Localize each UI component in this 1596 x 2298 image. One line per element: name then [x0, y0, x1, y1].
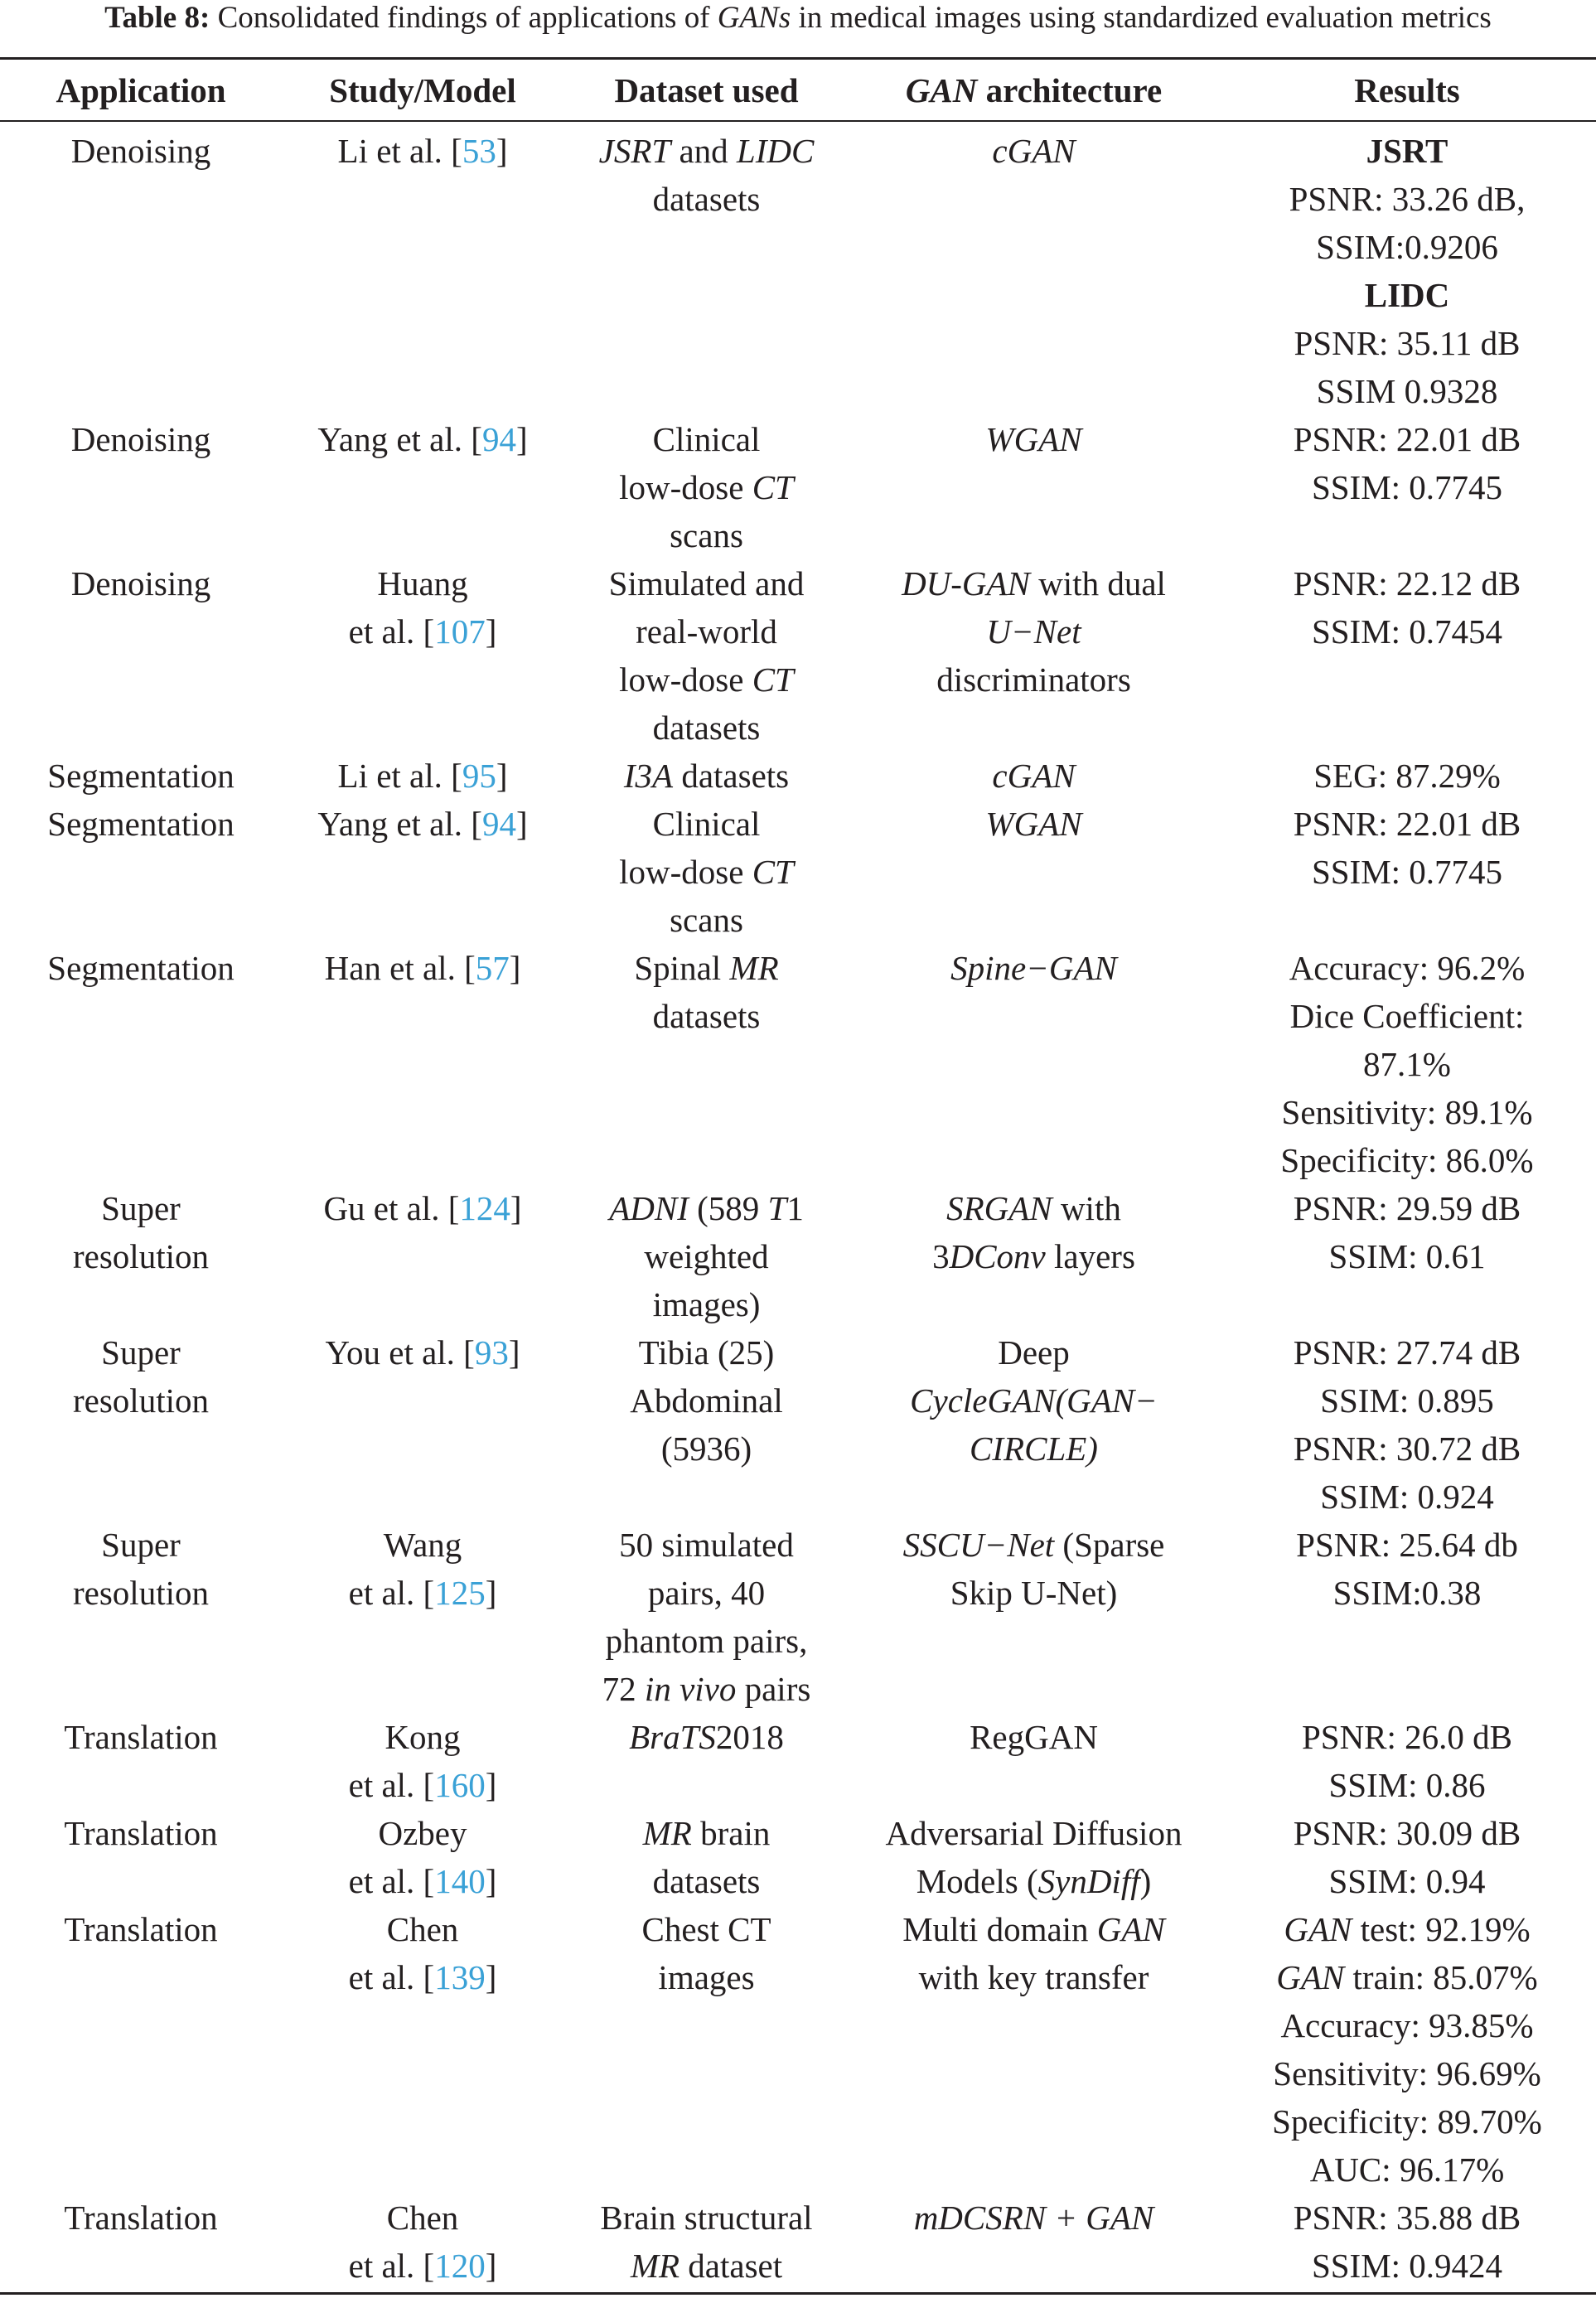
dataset-cell: Tibia (25) Abdominal (5936)	[630, 1333, 783, 1468]
architecture-cell: WGAN	[985, 420, 1082, 458]
architecture-cell: mDCSRN + GAN	[913, 2199, 1154, 2237]
architecture-cell: SSCU−Net (Sparse Skip U-Net)	[902, 1526, 1165, 1612]
table-row	[0, 944, 1596, 1184]
caption-gans: GANs	[717, 1, 791, 35]
table-row	[0, 1328, 1596, 1521]
study-cell: Li et al. [95]	[337, 757, 508, 795]
header-gan-architecture	[849, 66, 1218, 114]
application-cell: Translation	[64, 1718, 218, 1756]
table-row	[0, 559, 1596, 752]
citation-link[interactable]: 95	[462, 757, 496, 795]
caption-text: Consolidated findings of applications of	[217, 1, 710, 35]
dataset-cell: Clinical low-dose CT scans	[619, 805, 794, 939]
table-row	[0, 415, 1596, 559]
study-cell: You et al. [93]	[325, 1333, 520, 1372]
table-row	[0, 2194, 1596, 2290]
architecture-cell: Adversarial Diffusion Models (SynDiff)	[885, 1814, 1182, 1900]
table-row	[0, 1905, 1596, 2194]
application-cell: Super resolution	[73, 1333, 209, 1420]
architecture-cell: cGAN	[992, 757, 1076, 795]
table-row	[0, 1521, 1596, 1713]
table-row	[0, 752, 1596, 800]
application-cell: Denoising	[70, 420, 211, 458]
study-cell: Chen et al. [139]	[348, 1910, 497, 1996]
results-cell: SEG: 87.29%	[1313, 757, 1501, 795]
table-row	[0, 800, 1596, 944]
caption-label: Table 8:	[104, 1, 210, 35]
results-cell: GAN test: 92.19% GAN train: 85.07% Accuracy: 93.85% Sensitivity: 96.69% Specificity: 89.70% AUC: 96.17%	[1272, 1910, 1542, 2189]
citation-link[interactable]: 139	[434, 1958, 486, 1996]
table-row	[0, 127, 1596, 415]
top-rule	[0, 57, 1596, 60]
study-cell: Wang et al. [125]	[348, 1526, 497, 1612]
dataset-cell: Spinal MR datasets	[634, 949, 779, 1035]
application-cell: Denoising	[70, 132, 211, 170]
application-cell: Translation	[64, 2199, 218, 2237]
study-cell: Yang et al. [94]	[317, 420, 528, 458]
study-cell: Ozbey et al. [140]	[348, 1814, 497, 1900]
dataset-cell: 50 simulated pairs, 40 phantom pairs, 72 in vivo pairs	[602, 1526, 811, 1708]
dataset-cell: I3A datasets	[623, 757, 790, 795]
study-cell: Huang et al. [107]	[348, 564, 497, 651]
study-cell: Gu et al. [124]	[323, 1189, 522, 1227]
table-row	[0, 1809, 1596, 1905]
study-cell: Han et al. [57]	[324, 949, 521, 987]
study-cell: Yang et al. [94]	[317, 805, 528, 843]
study-cell: Li et al. [53]	[337, 132, 508, 170]
results-cell: PSNR: 26.0 dB SSIM: 0.86	[1301, 1718, 1513, 1804]
architecture-cell: RegGAN	[970, 1718, 1098, 1756]
citation-link[interactable]: 120	[434, 2247, 486, 2285]
table-row	[0, 1184, 1596, 1328]
results-cell: PSNR: 30.09 dB SSIM: 0.94	[1293, 1814, 1521, 1900]
dataset-cell: Chest CT images	[641, 1910, 771, 1996]
results-cell: PSNR: 29.59 dB SSIM: 0.61	[1293, 1189, 1521, 1275]
citation-link[interactable]: 93	[474, 1333, 509, 1372]
citation-link[interactable]: 160	[434, 1766, 486, 1804]
dataset-cell: Brain structural MR dataset	[600, 2199, 813, 2285]
application-cell: Translation	[64, 1910, 218, 1948]
bottom-rule	[0, 2292, 1596, 2295]
results-cell: PSNR: 25.64 db SSIM:0.38	[1296, 1526, 1518, 1612]
results-cell: PSNR: 22.12 dB SSIM: 0.7454	[1293, 564, 1521, 651]
results-cell: PSNR: 35.88 dB SSIM: 0.9424	[1293, 2199, 1521, 2285]
citation-link[interactable]: 94	[481, 420, 516, 458]
dataset-cell: BraTS2018	[629, 1718, 784, 1756]
architecture-cell: DU-GAN with dual U−Net discriminators	[902, 564, 1166, 699]
header-gan-word: GAN	[905, 71, 978, 109]
table-row	[0, 1713, 1596, 1809]
dataset-cell: Simulated and real-world low-dose CT datasets	[608, 564, 805, 747]
results-cell: JSRT PSNR: 33.26 dB, SSIM:0.9206 LIDC PSNR: 35.11 dB SSIM 0.9328	[1289, 132, 1526, 410]
citation-link[interactable]: 107	[434, 612, 486, 651]
application-cell: Super resolution	[73, 1189, 209, 1275]
architecture-cell: Spine−GAN	[950, 949, 1117, 987]
application-cell: Denoising	[70, 564, 211, 602]
architecture-cell: Multi domain GAN with key transfer	[902, 1910, 1165, 1996]
header-results: Results	[1354, 71, 1460, 109]
application-cell: Super resolution	[73, 1526, 209, 1612]
study-cell: Kong et al. [160]	[348, 1718, 497, 1804]
header-architecture-word: architecture	[985, 71, 1163, 109]
results-cell: PSNR: 22.01 dB SSIM: 0.7745	[1293, 420, 1521, 506]
citation-link[interactable]: 124	[459, 1189, 510, 1227]
architecture-cell: Deep CycleGAN(GAN− CIRCLE)	[910, 1333, 1158, 1468]
results-cell: PSNR: 27.74 dB SSIM: 0.895 PSNR: 30.72 dB SSIM: 0.924	[1293, 1333, 1521, 1516]
citation-link[interactable]: 125	[434, 1574, 486, 1612]
citation-link[interactable]: 57	[475, 949, 510, 987]
architecture-cell: WGAN	[985, 805, 1082, 843]
application-cell: Segmentation	[47, 949, 235, 987]
architecture-cell: SRGAN with 3DConv layers	[932, 1189, 1135, 1275]
table-caption	[0, 0, 1596, 36]
application-cell: Segmentation	[47, 757, 235, 795]
architecture-cell: cGAN	[992, 132, 1076, 170]
application-cell: Segmentation	[47, 805, 235, 843]
header-application: Application	[56, 71, 226, 109]
header-study-model: Study/Model	[329, 71, 516, 109]
header-dataset-used: Dataset used	[614, 71, 799, 109]
header-rule	[0, 120, 1596, 122]
caption-text-end: in medical images using standardized evaluation metrics	[798, 1, 1492, 35]
citation-link[interactable]: 94	[481, 805, 516, 843]
dataset-cell: JSRT and LIDC datasets	[598, 132, 815, 218]
study-cell: Chen et al. [120]	[348, 2199, 497, 2285]
application-cell: Translation	[64, 1814, 218, 1852]
dataset-cell: Clinical low-dose CT scans	[619, 420, 794, 554]
dataset-cell: MR brain datasets	[642, 1814, 771, 1900]
citation-link[interactable]: 53	[462, 132, 496, 170]
results-cell: Accuracy: 96.2% Dice Coefficient: 87.1% Sensitivity: 89.1% Specificity: 86.0%	[1280, 949, 1534, 1179]
citation-link[interactable]: 140	[434, 1862, 486, 1900]
results-cell: PSNR: 22.01 dB SSIM: 0.7745	[1293, 805, 1521, 891]
dataset-cell: ADNI (589 T1 weighted images)	[609, 1189, 804, 1323]
